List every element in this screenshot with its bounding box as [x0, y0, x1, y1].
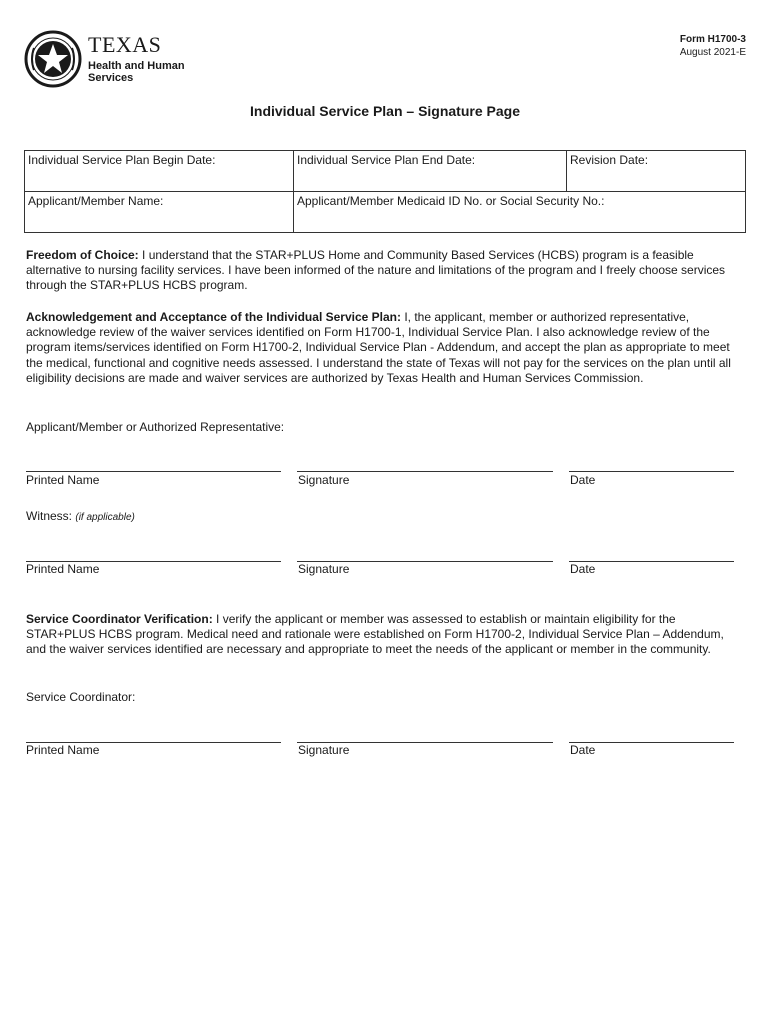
plan-info-table	[24, 150, 746, 233]
witness-note: (if applicable)	[75, 512, 135, 523]
applicant-signer-label: Applicant/Member or Authorized Representative:	[26, 420, 285, 434]
signature-label: Signature	[298, 562, 350, 576]
texas-seal-icon	[24, 30, 82, 88]
acknowledgement-paragraph	[26, 310, 746, 386]
brand-subtitle-line1: Health and Human	[88, 60, 185, 72]
printed-name-label: Printed Name	[26, 473, 100, 487]
witness-label: Witness:	[26, 509, 73, 523]
hhs-logo	[24, 30, 194, 90]
end-date-field[interactable]	[294, 151, 567, 192]
medicaid-id-label: Applicant/Member Medicaid ID No. or Social Security No.:	[297, 194, 605, 208]
begin-date-field[interactable]	[25, 151, 294, 192]
acknowledgement-heading: Acknowledgement and Acceptance of the Individual Service Plan:	[26, 310, 401, 324]
brand-name: TEXAS	[88, 32, 162, 57]
brand-subtitle-line2: Services	[88, 72, 134, 84]
freedom-text: I understand that the STAR+PLUS Home and Community Based Services (HCBS) program is a feasible alternative to nursing facility services. I have been informed of the nature and limitations of the program and I freely choose services through the STAR+PLUS HCBS program.	[26, 248, 726, 293]
applicant-name-field[interactable]	[25, 192, 294, 233]
revision-date-label: Revision Date:	[570, 153, 649, 167]
medicaid-id-field[interactable]	[294, 192, 746, 233]
revision-date-field[interactable]	[567, 151, 746, 192]
printed-name-line-1[interactable]	[26, 471, 281, 472]
brand-subtitle	[88, 60, 185, 84]
date-label: Date	[570, 562, 596, 576]
end-date-label: Individual Service Plan End Date:	[297, 153, 476, 167]
freedom-heading: Freedom of Choice:	[26, 248, 139, 262]
freedom-of-choice-paragraph	[26, 248, 746, 294]
date-label: Date	[570, 473, 596, 487]
verification-paragraph	[26, 612, 746, 658]
witness-label-block	[26, 509, 135, 523]
verification-heading: Service Coordinator Verification:	[26, 612, 213, 626]
printed-name-label: Printed Name	[26, 562, 100, 576]
printed-name-label: Printed Name	[26, 743, 100, 757]
coordinator-label: Service Coordinator:	[26, 690, 136, 704]
verification-text: I verify the applicant or member was assessed to establish or maintain eligibility for the STAR+PLUS HCBS program. Medical need and rationale were established on Form H1700-2, Individual Service Plan – Addendum, and the waiver services identified are necessary and appropriate to meet the needs of the applicant or member in the community.	[26, 612, 724, 657]
acknowledgement-text: I, the applicant, member or authorized representative, acknowledge review of the waiver services identified on Form H1700-1, Individual Service Plan. I also acknowledge review of the program items/services identified on Form H1700-2, Individual Service Plan - Addendum, and accept the plan as appropriate to meet the medical, functional and cognitive needs assessed. I understand the state of Texas will not pay for the services on the plan until all eligibility decisions are made and waiver services are authorized by Texas Health and Human Services Commission.	[26, 310, 731, 385]
form-number: Form H1700-3	[679, 34, 746, 45]
form-date: August 2021-E	[679, 47, 746, 58]
date-line-1[interactable]	[569, 471, 734, 472]
begin-date-label: Individual Service Plan Begin Date:	[28, 153, 216, 167]
page-title: Individual Service Plan – Signature Page	[250, 103, 520, 119]
form-number-block	[680, 33, 746, 59]
applicant-name-label: Applicant/Member Name:	[28, 194, 164, 208]
signature-line-1[interactable]	[297, 471, 553, 472]
signature-label: Signature	[298, 743, 350, 757]
date-label: Date	[570, 743, 596, 757]
signature-label: Signature	[298, 473, 350, 487]
